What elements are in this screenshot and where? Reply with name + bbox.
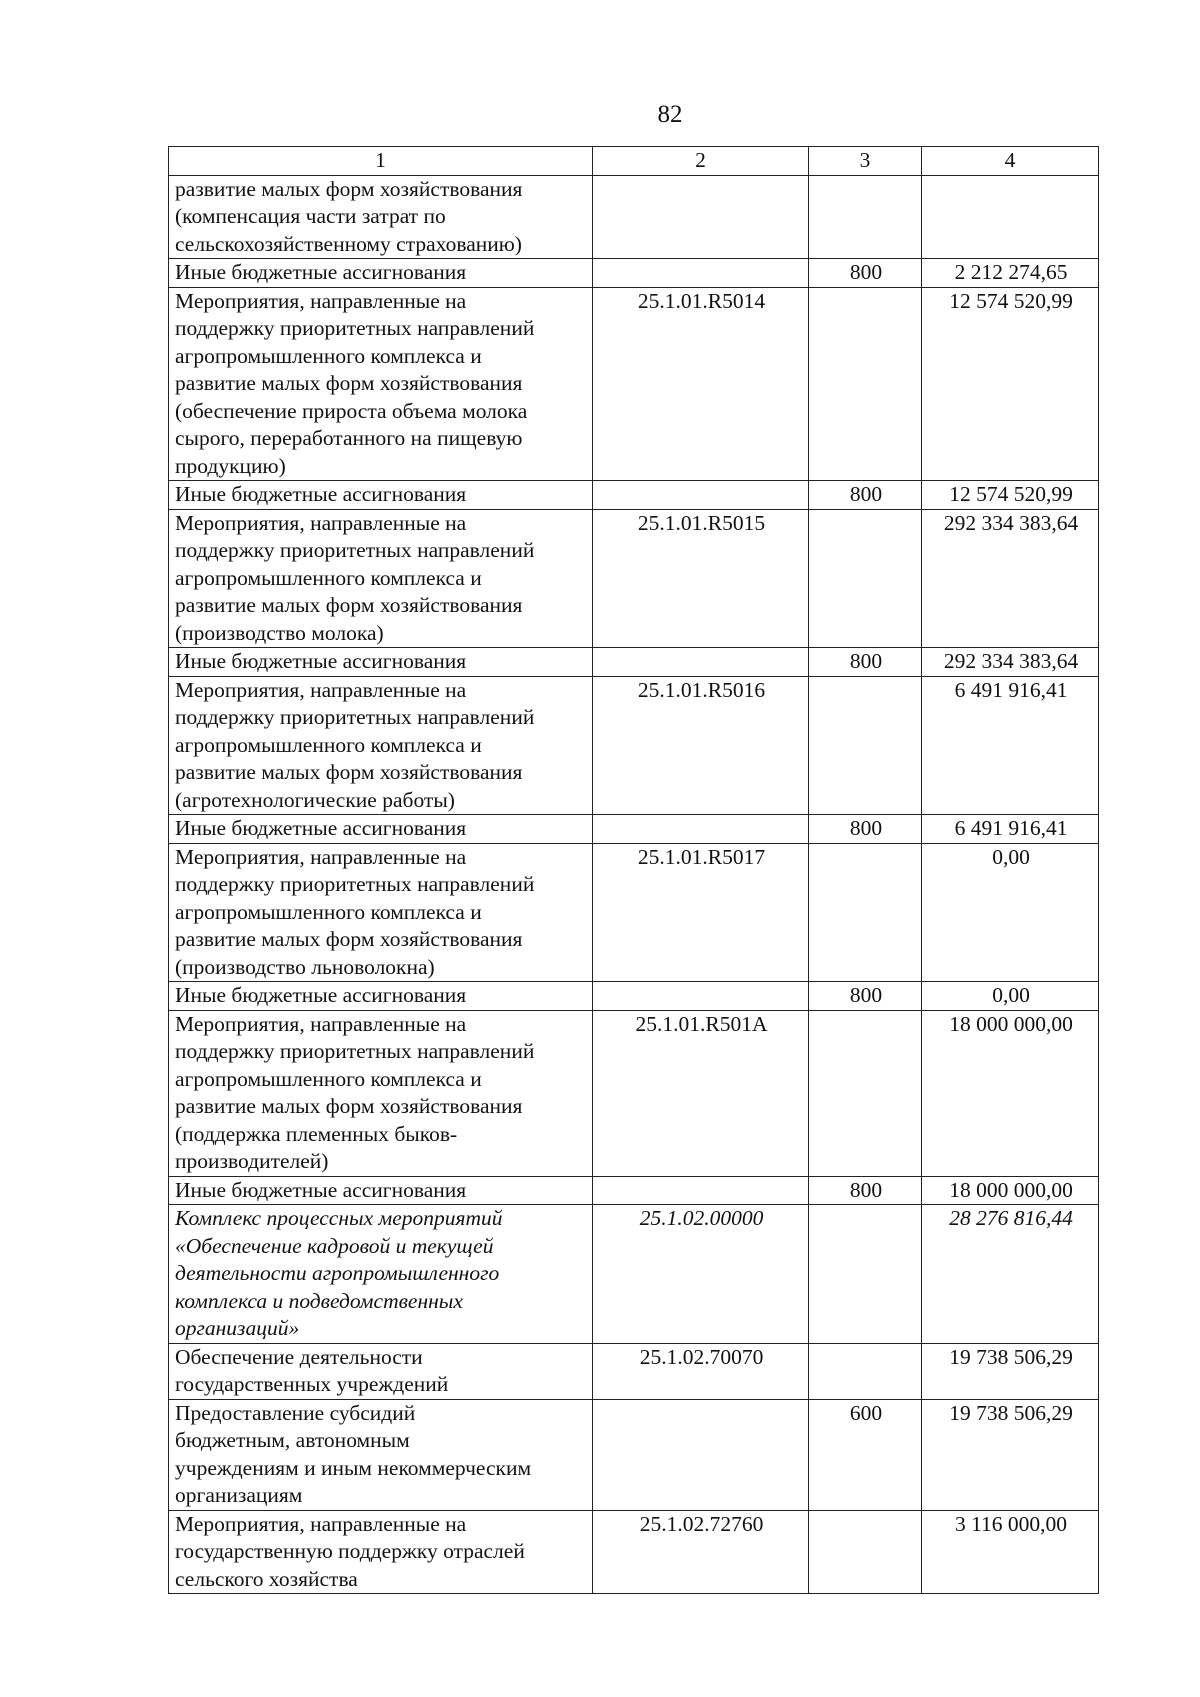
row-code-cell [593,175,809,259]
table-row [169,1510,1099,1594]
row-description-cell: Предоставление субсидий бюджетным, автономным учреждениям и иным некоммерческим организациям [169,1399,593,1510]
row-type-cell: 800 [809,648,922,677]
row-code-cell [593,1399,809,1510]
row-amount-cell: 2 212 274,65 [922,259,1099,288]
row-code-cell: 25.1.01.R501A [593,1010,809,1176]
header-cell-2: 2 [593,147,809,176]
table-row [169,815,1099,844]
row-code-cell: 25.1.01.R5014 [593,287,809,481]
row-description-cell: Мероприятия, направленные на государственную поддержку отраслей сельского хозяйства [169,1510,593,1594]
row-type-cell [809,843,922,982]
row-description-cell: Мероприятия, направленные на поддержку приоритетных направлений агропромышленного комплекса и развитие малых форм хозяйствования (производство льноволокна) [169,843,593,982]
row-code-cell [593,259,809,288]
table-header-row [169,147,1099,176]
row-amount-cell: 292 334 383,64 [922,509,1099,648]
row-amount-cell: 6 491 916,41 [922,676,1099,815]
row-description-cell: Мероприятия, направленные на поддержку приоритетных направлений агропромышленного комплекса и развитие малых форм хозяйствования (агротехнологические работы) [169,676,593,815]
table-row [169,287,1099,481]
row-amount-cell: 19 738 506,29 [922,1343,1099,1399]
row-description-cell: Мероприятия, направленные на поддержку приоритетных направлений агропромышленного комплекса и развитие малых форм хозяйствования (производство молока) [169,509,593,648]
table-row [169,843,1099,982]
table-row [169,1205,1099,1344]
table-row [169,1343,1099,1399]
row-type-cell [809,509,922,648]
page-number: 82 [657,101,683,128]
row-amount-cell: 0,00 [922,982,1099,1011]
row-amount-cell: 12 574 520,99 [922,287,1099,481]
table-row [169,259,1099,288]
row-description-cell: Мероприятия, направленные на поддержку приоритетных направлений агропромышленного комплекса и развитие малых форм хозяйствования (поддержка племенных быков- производителей) [169,1010,593,1176]
row-type-cell [809,175,922,259]
row-code-cell [593,1176,809,1205]
table-row [169,648,1099,677]
row-amount-cell: 28 276 816,44 [922,1205,1099,1344]
row-description-cell: Иные бюджетные ассигнования [169,815,593,844]
row-description-cell: Иные бюджетные ассигнования [169,1176,593,1205]
table-row [169,1176,1099,1205]
header-cell-1: 1 [169,147,593,176]
table-row [169,481,1099,510]
row-description-cell: Иные бюджетные ассигнования [169,481,593,510]
row-description-cell: Комплекс процессных мероприятий «Обеспечение кадровой и текущей деятельности агропромышленного комплекса и подведомственных организаций» [169,1205,593,1344]
row-description-cell: Иные бюджетные ассигнования [169,648,593,677]
row-type-cell [809,1510,922,1594]
row-description-cell: развитие малых форм хозяйствования (компенсация части затрат по сельскохозяйственному страхованию) [169,175,593,259]
row-description-cell: Иные бюджетные ассигнования [169,982,593,1011]
table-row [169,1399,1099,1510]
row-amount-cell: 19 738 506,29 [922,1399,1099,1510]
row-type-cell [809,1010,922,1176]
header-cell-3: 3 [809,147,922,176]
row-code-cell [593,982,809,1011]
row-amount-cell: 12 574 520,99 [922,481,1099,510]
row-code-cell: 25.1.02.70070 [593,1343,809,1399]
row-type-cell [809,676,922,815]
row-amount-cell: 3 116 000,00 [922,1510,1099,1594]
row-code-cell: 25.1.01.R5017 [593,843,809,982]
table-row [169,1010,1099,1176]
row-type-cell [809,1343,922,1399]
table-row [169,509,1099,648]
row-code-cell [593,648,809,677]
header-cell-4: 4 [922,147,1099,176]
row-amount-cell: 292 334 383,64 [922,648,1099,677]
row-description-cell: Мероприятия, направленные на поддержку приоритетных направлений агропромышленного комплекса и развитие малых форм хозяйствования (обеспечение прироста объема молока сырого, переработанного на пищевую продукцию) [169,287,593,481]
row-type-cell: 800 [809,259,922,288]
row-code-cell [593,481,809,510]
row-description-cell: Обеспечение деятельности государственных учреждений [169,1343,593,1399]
table-row [169,982,1099,1011]
row-code-cell: 25.1.01.R5016 [593,676,809,815]
row-code-cell: 25.1.02.00000 [593,1205,809,1344]
row-type-cell [809,287,922,481]
row-type-cell [809,1205,922,1344]
row-amount-cell: 6 491 916,41 [922,815,1099,844]
row-code-cell: 25.1.01.R5015 [593,509,809,648]
row-type-cell: 600 [809,1399,922,1510]
row-type-cell: 800 [809,982,922,1011]
table-row [169,175,1099,259]
row-type-cell: 800 [809,481,922,510]
row-amount-cell: 0,00 [922,843,1099,982]
row-amount-cell: 18 000 000,00 [922,1176,1099,1205]
row-type-cell: 800 [809,815,922,844]
budget-table [168,146,1099,1594]
row-code-cell [593,815,809,844]
table-row [169,676,1099,815]
row-description-cell: Иные бюджетные ассигнования [169,259,593,288]
budget-table-body [169,147,1099,1594]
row-code-cell: 25.1.02.72760 [593,1510,809,1594]
row-amount-cell: 18 000 000,00 [922,1010,1099,1176]
row-amount-cell [922,175,1099,259]
row-type-cell: 800 [809,1176,922,1205]
